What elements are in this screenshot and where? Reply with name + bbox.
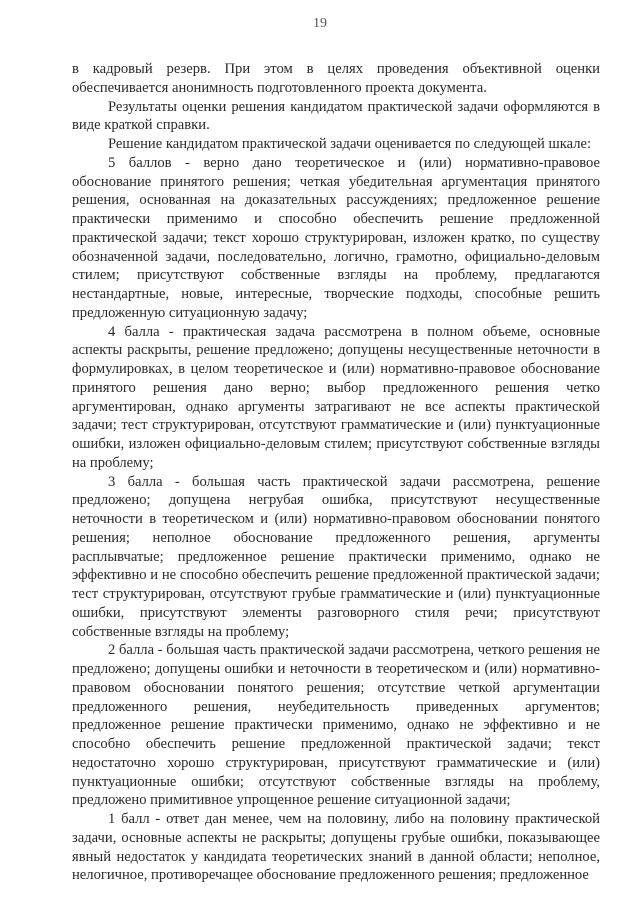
- paragraph-continuation: в кадровый резерв. При этом в целях проведения объективной оценки обеспечивается анонимность подготовленного проекта документа.: [72, 61, 600, 96]
- paragraph-score-4: 4 балла - практическая задача рассмотрена в полном объеме, основные аспекты раскрыты, решение предложено; допущены несущественные неточности в формулировках, в целом теоретическое и (или) нормативно-правовое обоснование принятого решения дано верно; выбор предложенного решения четко аргументирован, однако аргументы затрагивают не все аспекты практической задачи; тест структурирован, отсутствуют грамматические и (или) пунктуационные ошибки, изложен официально-деловым стилем; присутствуют собственные взгляды на проблему;: [72, 323, 600, 471]
- paragraph-score-5: 5 баллов - верно дано теоретическое и (или) нормативно-правовое обоснование принятого решения; четкая убедительная аргументация принятого решения, основанная на доказательных рассуждениях; предложенное решение практически применимо и способно обеспечить решение предложенной практической задачи; текст хорошо структурирован, изложен кратко, по существу обозначенной задачи, последовательно, логично, грамотно, официально-деловым стилем; присутствуют собственные взгляды на проблему, предлагаются нестандартные, новые, интересные, творческие подходы, способные решить предложенную ситуационную задачу;: [72, 154, 600, 321]
- paragraph-score-1: 1 балл - ответ дан менее, чем на половину, либо на половину практической задачи, основные аспекты не раскрыты; допущены грубые ошибки, показывающее явный недостаток у кандидата теоретических знаний в данной области; неполное, нелогичное, противоречащее обоснование предложенного решения; предложенное: [72, 811, 600, 884]
- paragraph-score-3: 3 балла - большая часть практической задачи рассмотрена, решение предложено; допущена негрубая ошибка, присутствуют несущественные неточности в теоретическом и (или) нормативно-правовом обосновании понятого решения; неполное обоснование предложенного решения, аргументы расплывчатые; предложенное решение практически применимо, однако не эффективно и не способно обеспечить решение предложенной практической задачи; тест структурирован, отсутствуют грубые грамматические и (или) пунктуационные ошибки, присутствуют элементы разговорного стиля речи; присутствуют собственные взгляды на проблему;: [72, 473, 600, 640]
- paragraph-results-format: Результаты оценки решения кандидатом практической задачи оформляются в виде краткой справки.: [72, 98, 600, 134]
- document-body: [72, 60, 600, 885]
- paragraph-score-2: 2 балла - большая часть практической задачи рассмотрена, четкого решения не предложено; допущены ошибки и неточности в теоретическом и (или) нормативно-правовом обосновании понятого решения; отсутствие четкой аргументации предложенного решения, неубедительность приведенных аргументов; предложенное решение практически применимо, однако не эффективно и не способно обеспечить решение предложенной практической задачи; текст недостаточно хорошо структурирован, присутствуют грамматические и (или) пунктуационные ошибки; отсутствуют собственные взгляды на проблему, предложено примитивное упрощенное решение ситуационной задачи;: [72, 642, 600, 809]
- paragraph-scale-intro: Решение кандидатом практической задачи оценивается по следующей шкале:: [108, 136, 592, 152]
- page-number: 19: [313, 16, 327, 31]
